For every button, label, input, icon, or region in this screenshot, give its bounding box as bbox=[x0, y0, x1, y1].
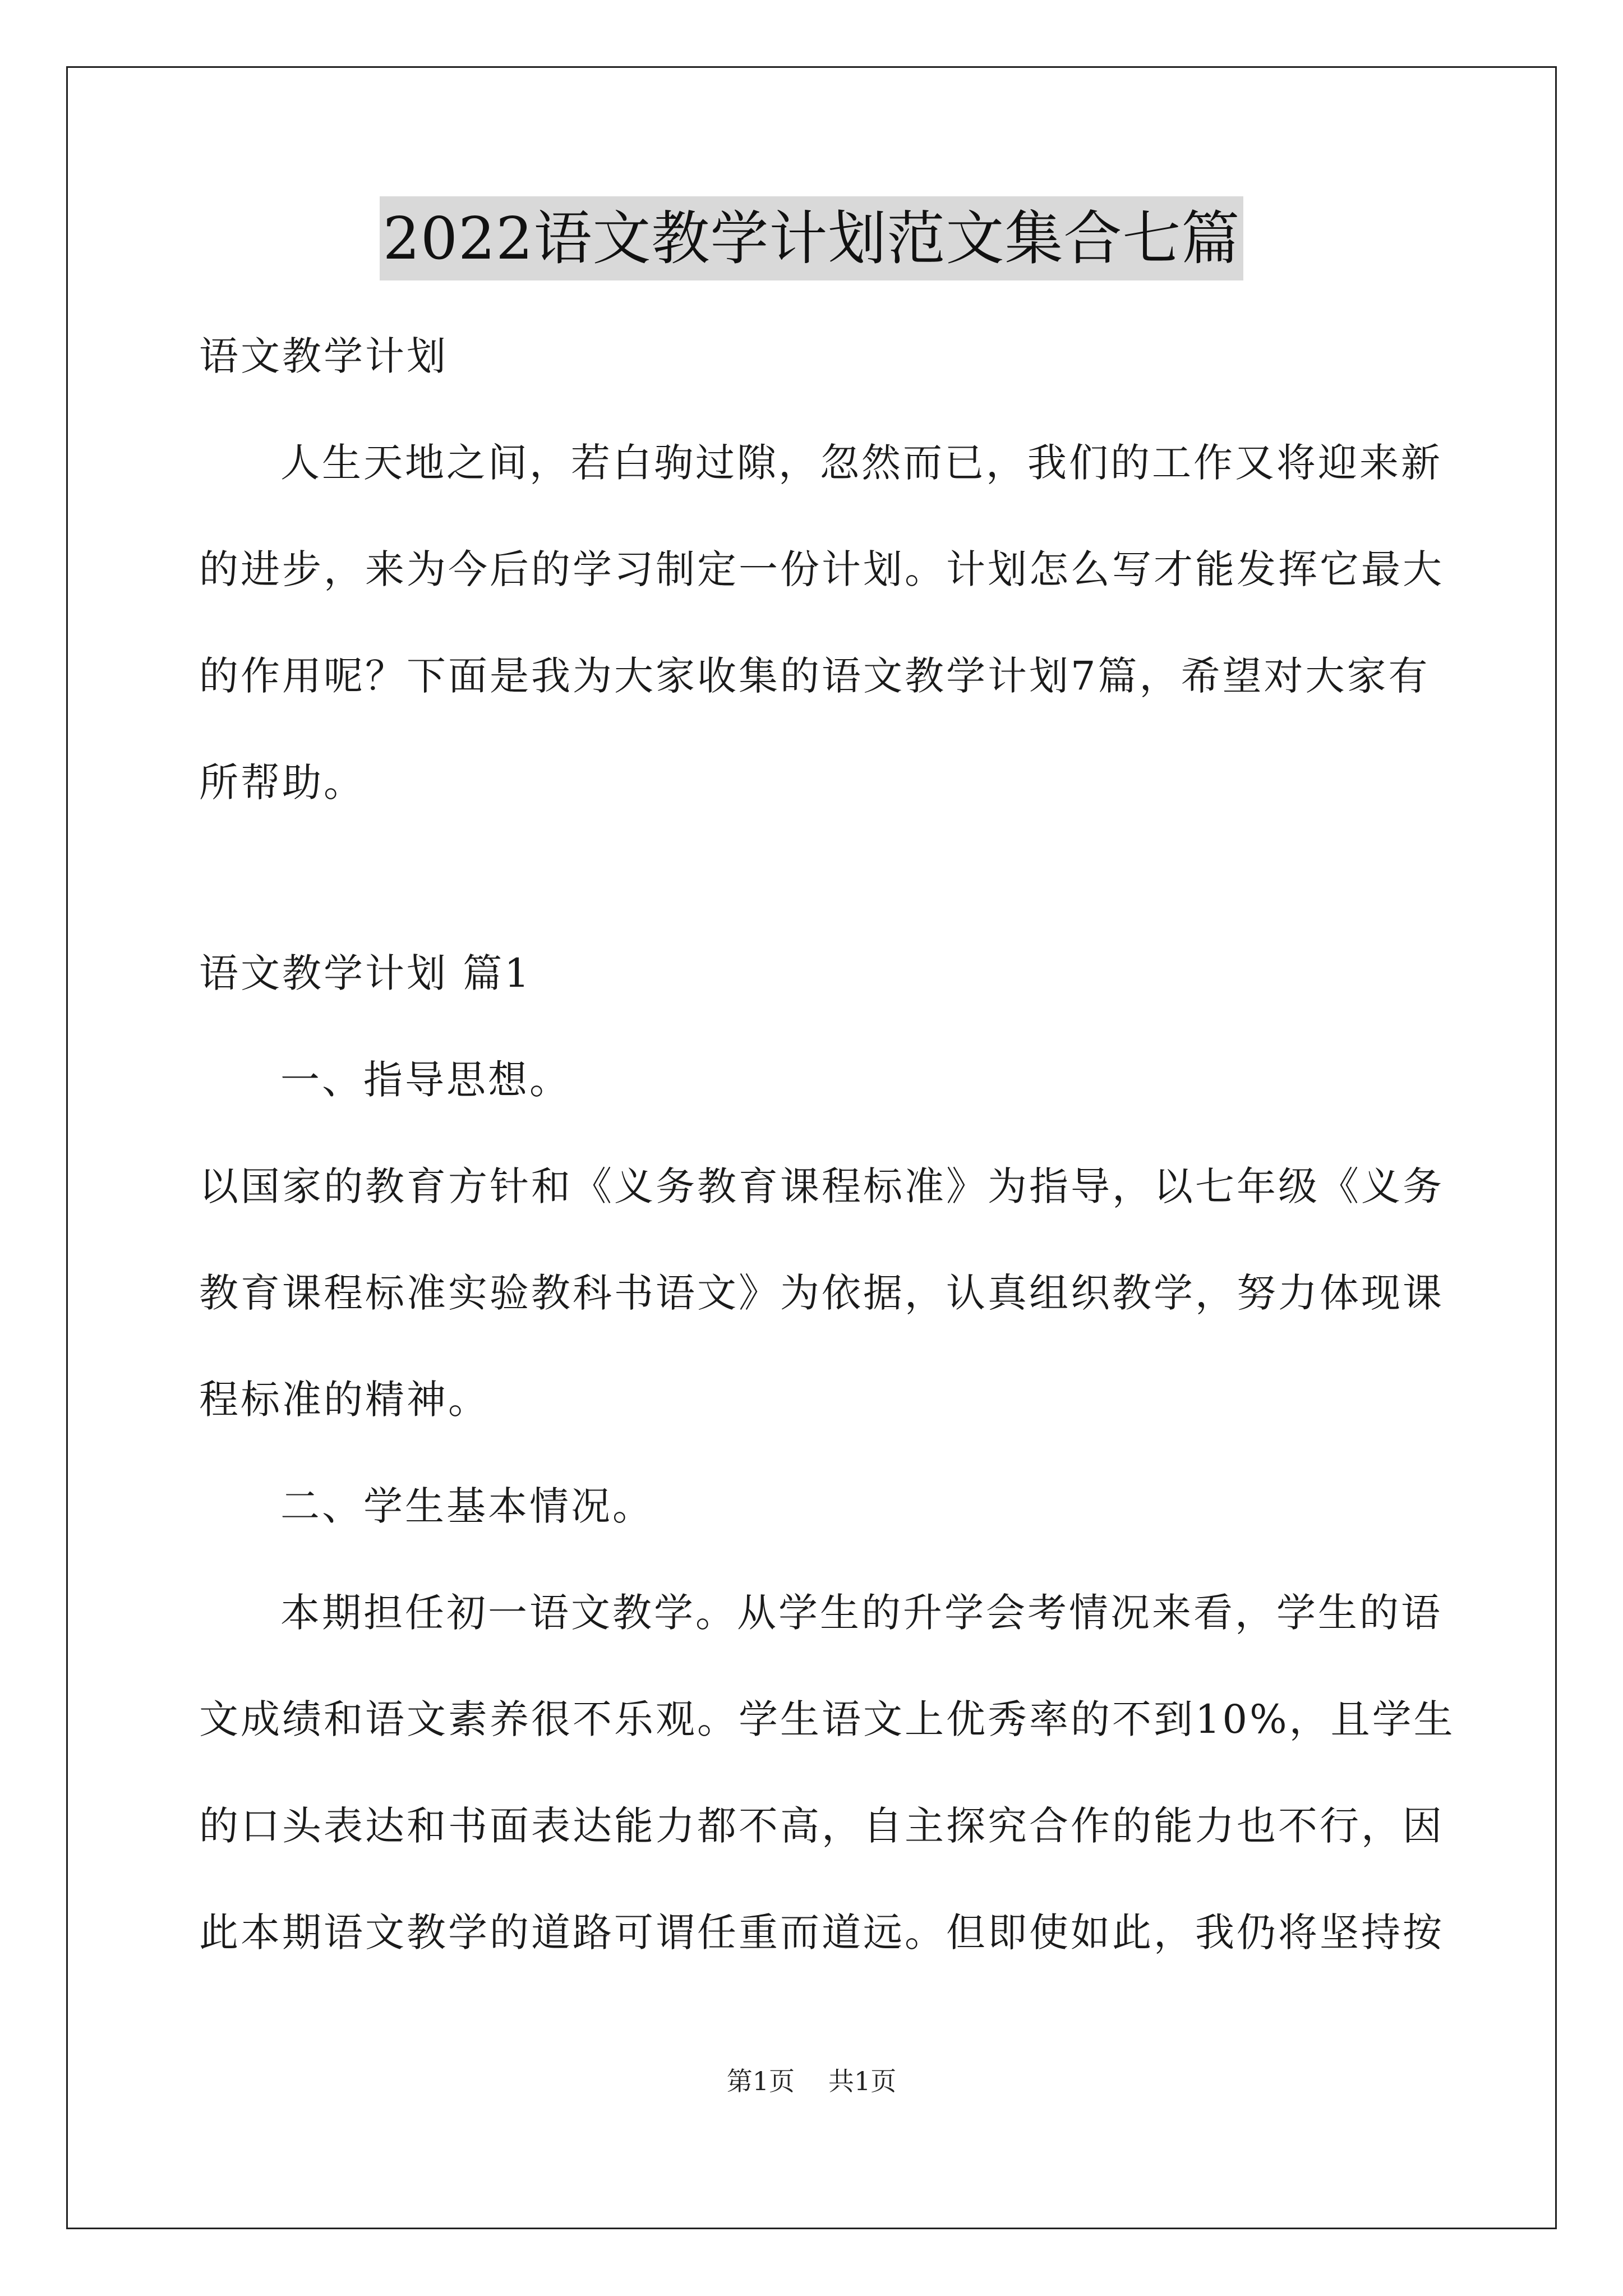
paragraph-line: 教育课程标准实验教科书语文》为依据，认真组织教学，努力体现课 bbox=[199, 1270, 1444, 1316]
paragraph-line: 的口头表达和书面表达能力都不高，自主探究合作的能力也不行，因 bbox=[199, 1803, 1444, 1849]
title-container bbox=[0, 196, 1623, 280]
paragraph-line: 人生天地之间，若白驹过隙，忽然而已，我们的工作又将迎来新 bbox=[280, 440, 1442, 486]
document-body bbox=[199, 303, 1455, 1986]
paragraph-line: 的进步，来为今后的学习制定一份计划。计划怎么写才能发挥它最大 bbox=[199, 546, 1444, 592]
paragraph-line: 本期担任初一语文教学。从学生的升学会考情况来看，学生的语 bbox=[280, 1590, 1442, 1636]
section-heading: 语文教学计划 篇1 bbox=[199, 950, 532, 996]
paragraph-line: 所帮助。 bbox=[199, 760, 365, 806]
page-number-total: 共1页 bbox=[828, 2066, 897, 2096]
subsection-heading: 一、指导思想。 bbox=[280, 1057, 571, 1103]
page-footer bbox=[0, 2064, 1623, 2098]
section-heading: 语文教学计划 bbox=[199, 333, 448, 379]
paragraph-line: 以国家的教育方针和《义务教育课程标准》为指导，以七年级《义务 bbox=[199, 1163, 1444, 1209]
paragraph-line: 文成绩和语文素养很不乐观。学生语文上优秀率的不到10%，且学生 bbox=[199, 1696, 1455, 1742]
paragraph-line: 的作用呢？下面是我为大家收集的语文教学计划7篇，希望对大家有 bbox=[199, 653, 1430, 699]
paragraph-line: 程标准的精神。 bbox=[199, 1377, 490, 1423]
subsection-heading: 二、学生基本情况。 bbox=[280, 1483, 654, 1529]
paragraph-gap bbox=[199, 836, 1430, 920]
document-title: 2022语文教学计划范文集合七篇 bbox=[380, 196, 1244, 280]
paragraph-line: 此本期语文教学的道路可谓任重而道远。但即使如此，我仍将坚持按 bbox=[199, 1910, 1444, 1955]
page-number-current: 第1页 bbox=[726, 2066, 795, 2096]
